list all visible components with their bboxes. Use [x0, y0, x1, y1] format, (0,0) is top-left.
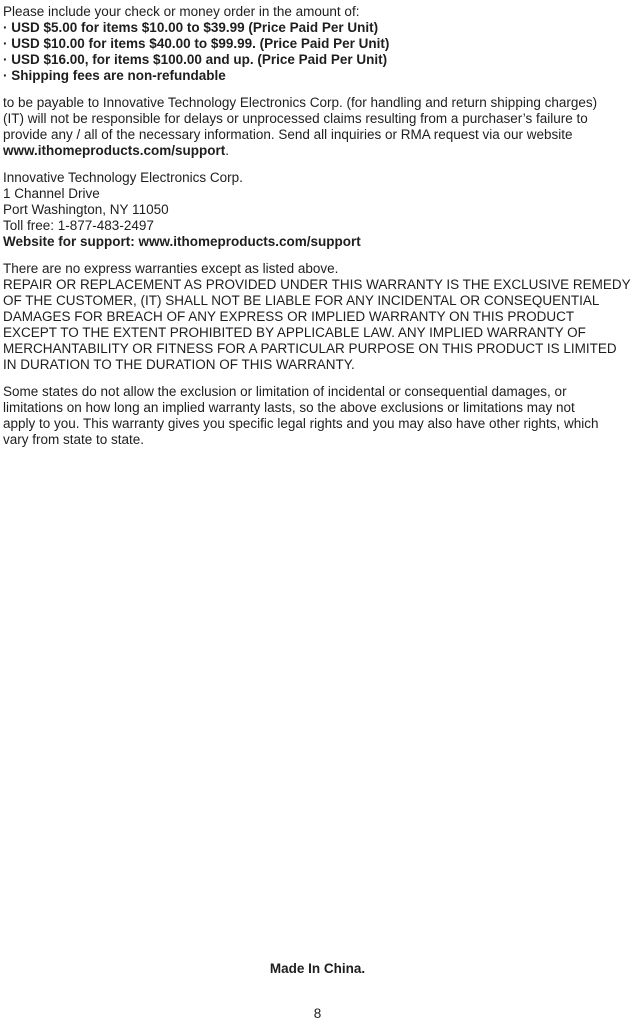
payable-line: (IT) will not be responsible for delays or unprocessed claims resulting from a purchaser’s failure to [3, 111, 588, 126]
support-website-url: www.ithomeproducts.com/support [3, 143, 226, 158]
payable-line [3, 143, 635, 159]
state-rights-line: vary from state to state. [3, 432, 145, 447]
page-number: 8 [313, 1006, 322, 1021]
warranty-line: IN DURATION TO THE DURATION OF THIS WARRANTY. [3, 357, 355, 372]
payable-line: to be payable to Innovative Technology Electronics Corp. (for handling and return shipping charges) [3, 95, 598, 110]
warranty-line: There are no express warranties except as listed above. [3, 261, 339, 276]
fee-item: · Shipping fees are non-refundable [3, 68, 226, 83]
payable-line: provide any / all of the necessary information. Send all inquiries or RMA request via our website [3, 127, 573, 142]
manual-page-content [3, 4, 635, 459]
state-rights-line: Some states do not allow the exclusion or limitation of incidental or consequential damages, or [3, 384, 567, 399]
city-state-zip: Port Washington, NY 11050 [3, 202, 169, 217]
company-name: Innovative Technology Electronics Corp. [3, 170, 243, 185]
made-in-china-label: Made In China. [269, 961, 366, 976]
fee-item: · USD $10.00 for items $40.00 to $99.99. (Price Paid Per Unit) [3, 36, 390, 51]
warranty-line: OF THE CUSTOMER, (IT) SHALL NOT BE LIABLE FOR ANY INCIDENTAL OR CONSEQUENTIAL [3, 293, 600, 308]
warranty-line: MERCHANTABILITY OR FITNESS FOR A PARTICULAR PURPOSE ON THIS PRODUCT IS LIMITED [3, 341, 617, 356]
fee-item: · USD $16.00, for items $100.00 and up. (Price Paid Per Unit) [3, 52, 388, 67]
toll-free-number: Toll free: 1-877-483-2497 [3, 218, 154, 233]
fee-item: · USD $5.00 for items $10.00 to $39.99 (Price Paid Per Unit) [3, 20, 379, 35]
state-rights-paragraph [3, 384, 635, 448]
warranty-line: EXCEPT TO THE EXTENT PROHIBITED BY APPLICABLE LAW. ANY IMPLIED WARRANTY OF [3, 325, 586, 340]
street-address: 1 Channel Drive [3, 186, 100, 201]
warranty-line: REPAIR OR REPLACEMENT AS PROVIDED UNDER THIS WARRANTY IS THE EXCLUSIVE REMEDY [3, 277, 631, 292]
payment-intro: Please include your check or money order in the amount of: [3, 4, 360, 19]
state-rights-line: apply to you. This warranty gives you specific legal rights and you may also have other rights, which [3, 416, 599, 431]
sentence-period: . [225, 143, 230, 158]
payment-instructions [3, 4, 635, 84]
support-website-line: Website for support: www.ithomeproducts.com/support [3, 234, 361, 249]
contact-block [3, 170, 635, 250]
payable-paragraph [3, 95, 635, 159]
warranty-disclaimer [3, 261, 635, 373]
state-rights-line: limitations on how long an implied warranty lasts, so the above exclusions or limitations may not [3, 400, 575, 415]
warranty-line: DAMAGES FOR BREACH OF ANY EXPRESS OR IMPLIED WARRANTY ON THIS PRODUCT [3, 309, 575, 324]
